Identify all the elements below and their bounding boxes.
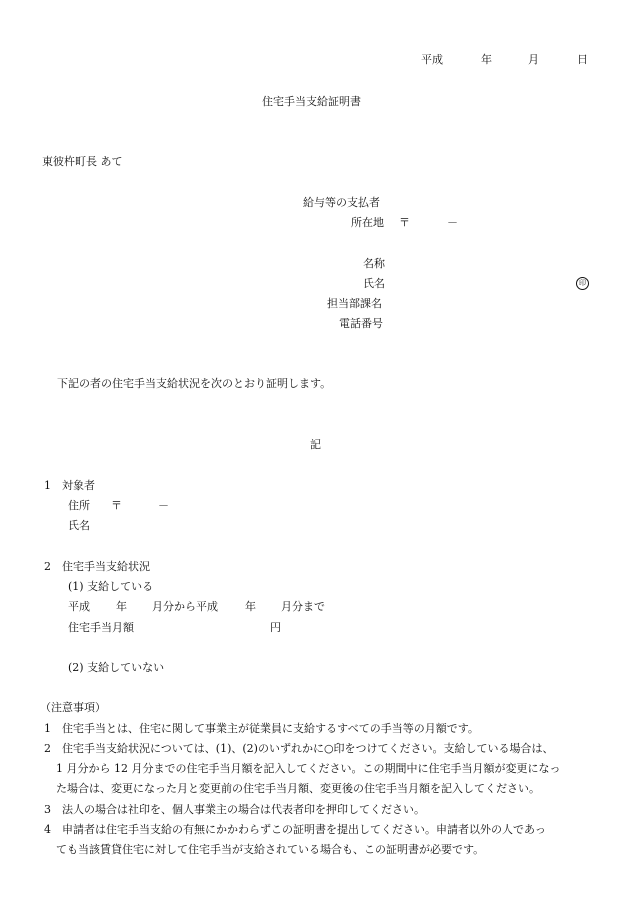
yen-unit: 円 <box>270 621 281 634</box>
section1-heading: 1 対象者 <box>44 479 95 492</box>
note-line: 1 月分から 12 月分までの住宅手当月額を記入してください。この期間中に住宅手当月額が変更になっ <box>56 762 561 775</box>
payer-department-label: 担当部課名 <box>327 297 382 310</box>
payer-address-label: 所在地 <box>351 216 384 229</box>
section1-postal-dash: － <box>158 499 169 512</box>
notes-heading: （注意事項） <box>40 701 106 714</box>
period-year-to: 年 <box>245 600 256 613</box>
note-line: 2 住宅手当支給状況については、(1)、(2)のいずれかに○印をつけてください。支給している場合は、 <box>44 742 554 755</box>
period-year-from: 年 <box>116 600 127 613</box>
note-line: 4 申請者は住宅手当支給の有無にかかわらずこの証明書を提出してください。申請者以外の人であっ <box>44 823 546 836</box>
ki-marker: 記 <box>310 438 321 451</box>
note-line: た場合は、変更になった月と変更前の住宅手当月額、変更後の住宅手当月額を記入してください。 <box>56 782 540 795</box>
monthly-amount-label: 住宅手当月額 <box>68 621 134 634</box>
addressee: 東彼杵町長 あて <box>42 155 123 168</box>
note-line: 1 住宅手当とは、住宅に関して事業主が従業員に支給するすべての手当等の月額です。 <box>44 722 479 735</box>
payer-heading: 給与等の支払者 <box>303 196 380 209</box>
period-month-to: 月分まで <box>281 600 325 613</box>
date-era: 平成 <box>421 53 443 66</box>
section1-postal-mark: 〒 <box>111 499 122 512</box>
payer-postal-mark: 〒 <box>399 216 410 229</box>
payer-phone-label: 電話番号 <box>339 317 383 330</box>
date-year: 年 <box>481 53 492 66</box>
intro-statement: 下記の者の住宅手当支給状況を次のとおり証明します。 <box>57 377 332 390</box>
section1-address-label: 住所 <box>68 499 90 512</box>
note-line: 3 法人の場合は社印を、個人事業主の場合は代表者印を押印してください。 <box>44 803 425 816</box>
section2-heading: 2 住宅手当支給状況 <box>44 560 150 573</box>
payer-person-label: 氏名 <box>363 277 385 290</box>
option-not-supplied: (2) 支給していない <box>68 661 165 674</box>
option-supplied: (1) 支給している <box>68 580 154 593</box>
section1-name-label: 氏名 <box>68 519 90 532</box>
period-era: 平成 <box>68 600 90 613</box>
seal-mark: 印 <box>576 277 589 290</box>
date-month: 月 <box>528 53 539 66</box>
note-line: ても当該賃貸住宅に対して住宅手当が支給されている場合も、この証明書が必要です。 <box>56 843 485 856</box>
payer-postal-dash: － <box>447 216 458 229</box>
payer-name-label: 名称 <box>363 257 385 270</box>
document-title: 住宅手当支給証明書 <box>262 95 361 108</box>
date-day: 日 <box>577 53 588 66</box>
period-month-from: 月分から平成 <box>152 600 218 613</box>
